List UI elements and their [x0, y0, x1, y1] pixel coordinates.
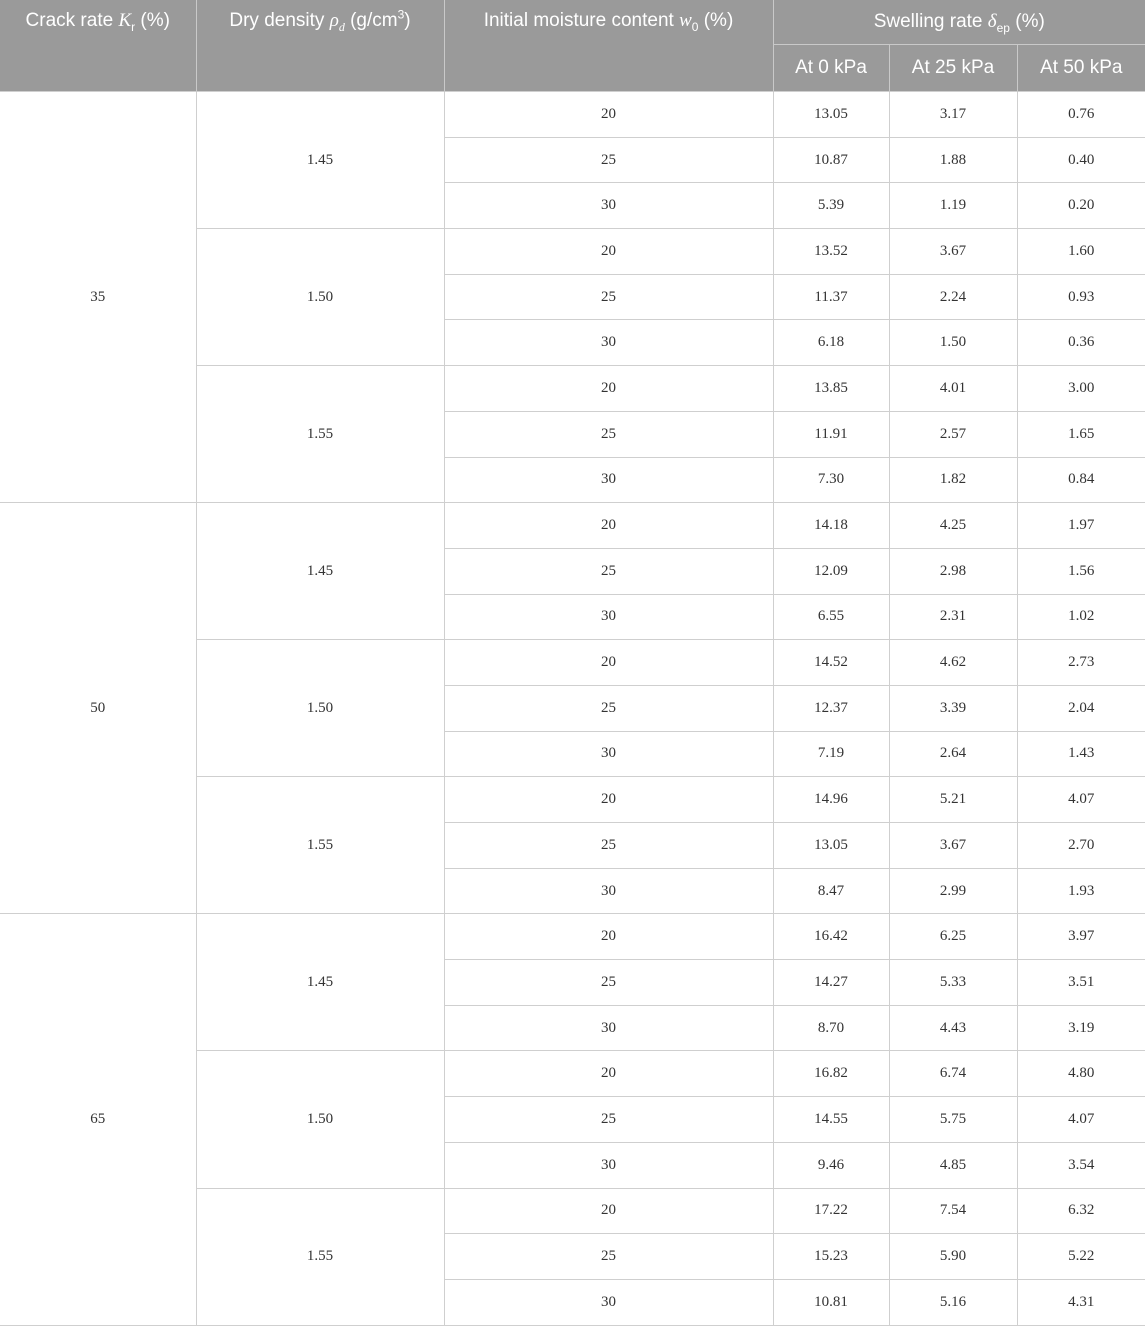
swelling-50kpa-cell: 0.84 — [1017, 457, 1145, 503]
swelling-0kpa-cell: 10.81 — [773, 1279, 889, 1325]
swelling-0kpa-cell: 11.91 — [773, 411, 889, 457]
moisture-unit: (%) — [698, 10, 734, 31]
dry-density-cell: 1.45 — [196, 503, 444, 640]
swelling-25kpa-cell: 5.16 — [889, 1279, 1017, 1325]
moisture-cell: 20 — [444, 229, 773, 275]
dry-density-cell: 1.55 — [196, 366, 444, 503]
moisture-cell: 30 — [444, 457, 773, 503]
moisture-header-label: Initial moisture content — [483, 10, 680, 31]
swelling-0kpa-cell: 13.05 — [773, 823, 889, 869]
moisture-cell: 25 — [444, 274, 773, 320]
swelling-25kpa-cell: 1.50 — [889, 320, 1017, 366]
swelling-25kpa-cell: 5.33 — [889, 960, 1017, 1006]
crack-rate-subscript: r — [131, 19, 136, 34]
dry-density-header — [196, 0, 444, 92]
moisture-cell: 20 — [444, 1051, 773, 1097]
swelling-50kpa-cell: 0.20 — [1017, 183, 1145, 229]
dry-density-cell: 1.50 — [196, 1051, 444, 1188]
swelling-25kpa-cell: 2.64 — [889, 731, 1017, 777]
dry-density-symbol: ρ — [329, 10, 339, 31]
moisture-cell: 25 — [444, 137, 773, 183]
moisture-cell: 25 — [444, 685, 773, 731]
dry-density-header-label: Dry density — [229, 10, 330, 31]
moisture-cell: 30 — [444, 868, 773, 914]
swelling-0kpa-cell: 14.27 — [773, 960, 889, 1006]
swelling-rate-header — [773, 0, 1145, 45]
moisture-cell: 30 — [444, 731, 773, 777]
dry-density-cell: 1.50 — [196, 640, 444, 777]
swelling-25kpa-cell: 5.75 — [889, 1097, 1017, 1143]
swelling-25kpa-cell: 3.17 — [889, 92, 1017, 138]
swelling-0kpa-cell: 13.85 — [773, 366, 889, 412]
swelling-0kpa-cell: 13.52 — [773, 229, 889, 275]
moisture-symbol: w — [679, 10, 692, 31]
swelling-50kpa-cell: 1.65 — [1017, 411, 1145, 457]
swelling-25kpa-cell: 7.54 — [889, 1188, 1017, 1234]
moisture-cell: 25 — [444, 411, 773, 457]
swelling-0kpa-cell: 12.37 — [773, 685, 889, 731]
moisture-cell: 30 — [444, 183, 773, 229]
swelling-50kpa-cell: 1.93 — [1017, 868, 1145, 914]
moisture-subscript: 0 — [691, 19, 699, 34]
dry-density-cell: 1.55 — [196, 1188, 444, 1325]
table-row — [0, 92, 1145, 138]
moisture-header — [444, 0, 773, 92]
swelling-25kpa-cell: 6.25 — [889, 914, 1017, 960]
pressure-header-25kpa: At 25 kPa — [889, 45, 1017, 92]
swelling-unit: (%) — [1009, 11, 1045, 32]
crack-rate-symbol: K — [118, 10, 132, 31]
swelling-50kpa-cell: 4.07 — [1017, 777, 1145, 823]
swelling-50kpa-cell: 0.76 — [1017, 92, 1145, 138]
swelling-0kpa-cell: 14.55 — [773, 1097, 889, 1143]
dry-density-cell: 1.45 — [196, 914, 444, 1051]
moisture-cell: 30 — [444, 320, 773, 366]
swelling-25kpa-cell: 4.01 — [889, 366, 1017, 412]
swelling-0kpa-cell: 10.87 — [773, 137, 889, 183]
swelling-50kpa-cell: 6.32 — [1017, 1188, 1145, 1234]
dry-density-cell: 1.45 — [196, 92, 444, 229]
moisture-cell: 20 — [444, 640, 773, 686]
swelling-subscript: ep — [996, 20, 1010, 35]
swelling-50kpa-cell: 4.07 — [1017, 1097, 1145, 1143]
swelling-50kpa-cell: 1.60 — [1017, 229, 1145, 275]
swelling-0kpa-cell: 7.19 — [773, 731, 889, 777]
swelling-0kpa-cell: 11.37 — [773, 274, 889, 320]
pressure-header-50kpa: At 50 kPa — [1017, 45, 1145, 92]
swelling-50kpa-cell: 2.04 — [1017, 685, 1145, 731]
table-row — [0, 914, 1145, 960]
swelling-25kpa-cell: 4.43 — [889, 1005, 1017, 1051]
crack-rate-header-label: Crack rate — [25, 10, 119, 31]
swelling-header-label: Swelling rate — [873, 11, 988, 32]
swelling-0kpa-cell: 6.18 — [773, 320, 889, 366]
table-body — [0, 92, 1145, 1326]
swelling-25kpa-cell: 6.74 — [889, 1051, 1017, 1097]
dry-density-cell: 1.50 — [196, 229, 444, 366]
swelling-25kpa-cell: 2.57 — [889, 411, 1017, 457]
swelling-0kpa-cell: 14.96 — [773, 777, 889, 823]
swelling-0kpa-cell: 12.09 — [773, 548, 889, 594]
swelling-0kpa-cell: 6.55 — [773, 594, 889, 640]
swelling-25kpa-cell: 1.88 — [889, 137, 1017, 183]
swelling-0kpa-cell: 8.70 — [773, 1005, 889, 1051]
moisture-cell: 25 — [444, 1097, 773, 1143]
dry-density-superscript: 3 — [397, 7, 405, 22]
pressure-header-0kpa: At 0 kPa — [773, 45, 889, 92]
swelling-0kpa-cell: 17.22 — [773, 1188, 889, 1234]
moisture-cell: 20 — [444, 914, 773, 960]
moisture-cell: 25 — [444, 1234, 773, 1280]
moisture-cell: 20 — [444, 777, 773, 823]
moisture-cell: 30 — [444, 594, 773, 640]
swelling-25kpa-cell: 2.98 — [889, 548, 1017, 594]
swelling-50kpa-cell: 3.00 — [1017, 366, 1145, 412]
swelling-0kpa-cell: 13.05 — [773, 92, 889, 138]
swelling-25kpa-cell: 3.39 — [889, 685, 1017, 731]
moisture-cell: 25 — [444, 960, 773, 1006]
crack-rate-cell: 35 — [0, 92, 196, 503]
swelling-25kpa-cell: 4.25 — [889, 503, 1017, 549]
swelling-25kpa-cell: 4.85 — [889, 1142, 1017, 1188]
swelling-symbol: δ — [987, 11, 997, 32]
swelling-25kpa-cell: 4.62 — [889, 640, 1017, 686]
swelling-25kpa-cell: 2.24 — [889, 274, 1017, 320]
dry-density-unit-post: ) — [404, 10, 411, 31]
table-row — [0, 503, 1145, 549]
swelling-0kpa-cell: 5.39 — [773, 183, 889, 229]
swelling-0kpa-cell: 8.47 — [773, 868, 889, 914]
crack-rate-cell: 65 — [0, 914, 196, 1325]
crack-rate-unit: (%) — [135, 10, 170, 31]
moisture-cell: 20 — [444, 503, 773, 549]
dry-density-cell: 1.55 — [196, 777, 444, 914]
header-row-1 — [0, 0, 1145, 45]
swelling-50kpa-cell: 1.56 — [1017, 548, 1145, 594]
swelling-0kpa-cell: 14.52 — [773, 640, 889, 686]
swelling-25kpa-cell: 2.31 — [889, 594, 1017, 640]
swelling-25kpa-cell: 5.90 — [889, 1234, 1017, 1280]
swelling-25kpa-cell: 5.21 — [889, 777, 1017, 823]
swelling-50kpa-cell: 4.31 — [1017, 1279, 1145, 1325]
swelling-50kpa-cell: 2.70 — [1017, 823, 1145, 869]
moisture-cell: 30 — [444, 1142, 773, 1188]
swelling-50kpa-cell: 2.73 — [1017, 640, 1145, 686]
swelling-50kpa-cell: 0.93 — [1017, 274, 1145, 320]
swelling-50kpa-cell: 0.40 — [1017, 137, 1145, 183]
swelling-50kpa-cell: 3.51 — [1017, 960, 1145, 1006]
table-header — [0, 0, 1145, 92]
moisture-cell: 20 — [444, 92, 773, 138]
moisture-cell: 20 — [444, 366, 773, 412]
swelling-0kpa-cell: 9.46 — [773, 1142, 889, 1188]
swelling-50kpa-cell: 0.36 — [1017, 320, 1145, 366]
swelling-0kpa-cell: 15.23 — [773, 1234, 889, 1280]
swelling-50kpa-cell: 3.19 — [1017, 1005, 1145, 1051]
moisture-cell: 25 — [444, 823, 773, 869]
crack-rate-header — [0, 0, 196, 92]
swelling-25kpa-cell: 3.67 — [889, 823, 1017, 869]
swelling-50kpa-cell: 5.22 — [1017, 1234, 1145, 1280]
swelling-0kpa-cell: 16.82 — [773, 1051, 889, 1097]
moisture-cell: 25 — [444, 548, 773, 594]
swelling-0kpa-cell: 7.30 — [773, 457, 889, 503]
crack-rate-cell: 50 — [0, 503, 196, 914]
swelling-25kpa-cell: 1.82 — [889, 457, 1017, 503]
swelling-25kpa-cell: 3.67 — [889, 229, 1017, 275]
swelling-0kpa-cell: 14.18 — [773, 503, 889, 549]
moisture-cell: 20 — [444, 1188, 773, 1234]
moisture-cell: 30 — [444, 1005, 773, 1051]
swelling-25kpa-cell: 1.19 — [889, 183, 1017, 229]
swelling-50kpa-cell: 4.80 — [1017, 1051, 1145, 1097]
swelling-50kpa-cell: 1.02 — [1017, 594, 1145, 640]
swelling-50kpa-cell: 3.97 — [1017, 914, 1145, 960]
swelling-0kpa-cell: 16.42 — [773, 914, 889, 960]
dry-density-subscript: d — [338, 19, 345, 34]
dry-density-unit-pre: (g/cm — [344, 10, 398, 31]
swelling-50kpa-cell: 1.43 — [1017, 731, 1145, 777]
swelling-50kpa-cell: 1.97 — [1017, 503, 1145, 549]
moisture-cell: 30 — [444, 1279, 773, 1325]
swelling-25kpa-cell: 2.99 — [889, 868, 1017, 914]
swelling-50kpa-cell: 3.54 — [1017, 1142, 1145, 1188]
